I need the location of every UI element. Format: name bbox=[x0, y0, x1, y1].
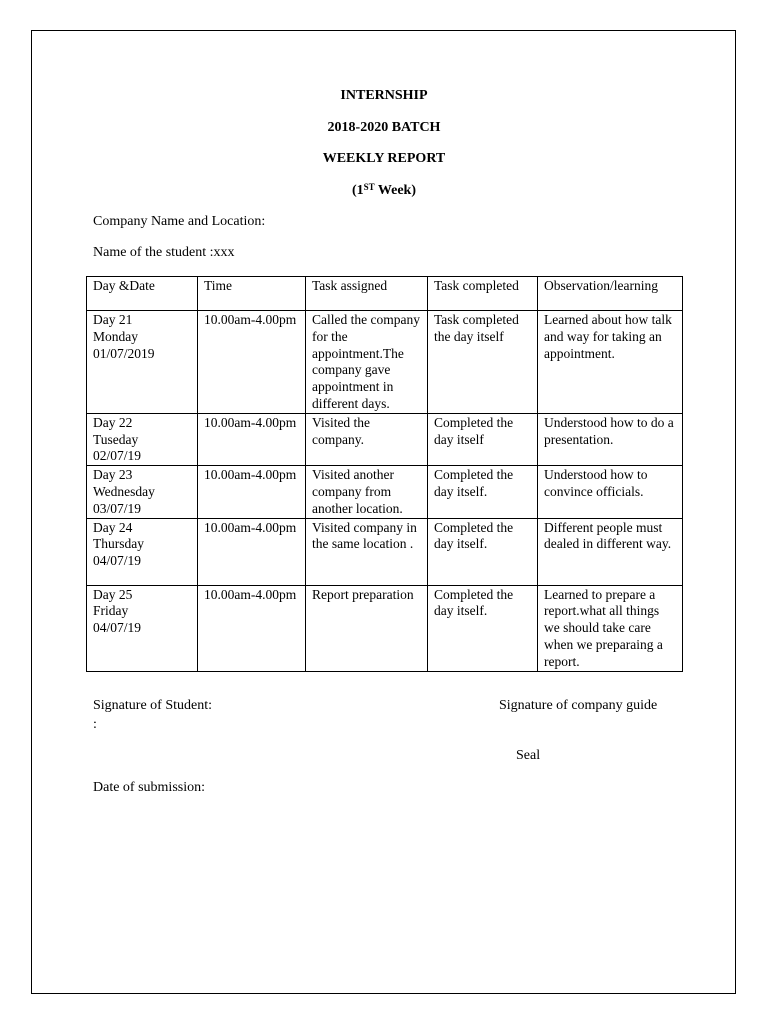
date-label: 03/07/19 bbox=[93, 500, 142, 516]
week-superscript: ST bbox=[363, 182, 375, 192]
weekly-report-table bbox=[86, 276, 683, 672]
cell-time: 10.00am-4.00pm bbox=[198, 518, 306, 585]
student-name-field: Name of the student :xxx bbox=[93, 245, 235, 260]
weekday-label: Thursday bbox=[93, 536, 144, 552]
header-task-completed: Task completed bbox=[428, 277, 538, 311]
date-label: 04/07/19 bbox=[93, 620, 142, 636]
week-prefix: (1 bbox=[351, 183, 364, 198]
table-row bbox=[87, 585, 683, 671]
date-label: 01/07/2019 bbox=[93, 345, 155, 361]
document-title: INTERNSHIP bbox=[340, 88, 428, 103]
weekday-label: Friday bbox=[93, 603, 129, 619]
cell-time: 10.00am-4.00pm bbox=[198, 413, 306, 465]
week-heading bbox=[0, 183, 768, 199]
cell-day-date bbox=[87, 413, 198, 465]
cell-time: 10.00am-4.00pm bbox=[198, 466, 306, 518]
day-label: Day 25 bbox=[93, 586, 133, 602]
table-row bbox=[87, 413, 683, 465]
cell-observation: Understood how to do a presentation. bbox=[538, 413, 683, 465]
submission-date-label: Date of submission: bbox=[93, 780, 205, 795]
cell-task-completed: Completed the day itself. bbox=[428, 518, 538, 585]
date-label: 02/07/19 bbox=[93, 448, 142, 464]
weekday-label: Monday bbox=[93, 328, 138, 344]
weekday-label: Tuseday bbox=[93, 431, 139, 447]
table-row bbox=[87, 311, 683, 414]
table-row bbox=[87, 466, 683, 518]
day-label: Day 21 bbox=[93, 312, 133, 327]
cell-observation: Understood how to convince officials. bbox=[538, 466, 683, 518]
cell-day-date bbox=[87, 518, 198, 585]
weekday-label: Wednesday bbox=[93, 483, 155, 499]
batch-heading: 2018-2020 BATCH bbox=[327, 120, 441, 135]
cell-task-assigned: Visited the company. bbox=[306, 413, 428, 465]
report-heading: WEEKLY REPORT bbox=[322, 151, 446, 166]
cell-task-completed: Completed the day itself bbox=[428, 413, 538, 465]
cell-task-completed: Completed the day itself. bbox=[428, 466, 538, 518]
table-row bbox=[87, 518, 683, 585]
seal-label: Seal bbox=[516, 748, 541, 763]
week-suffix: Week) bbox=[374, 183, 417, 198]
cell-day-date bbox=[87, 466, 198, 518]
cell-day-date bbox=[87, 311, 198, 414]
day-label: Day 23 bbox=[93, 467, 133, 483]
cell-observation: Different people must dealed in different way. bbox=[538, 518, 683, 585]
day-label: Day 22 bbox=[93, 414, 133, 430]
cell-task-completed: Task completed the day itself bbox=[428, 311, 538, 414]
cell-task-assigned: Visited company in the same location . bbox=[306, 518, 428, 585]
date-label: 04/07/19 bbox=[93, 553, 142, 569]
cell-task-completed: Completed the day itself. bbox=[428, 585, 538, 671]
signature-colon: : bbox=[93, 717, 97, 732]
guide-signature-label: Signature of company guide bbox=[499, 698, 658, 713]
header-time: Time bbox=[198, 277, 306, 311]
cell-observation: Learned to prepare a report.what all things we should take care when we preparaing a report. bbox=[538, 585, 683, 671]
student-signature-label: Signature of Student: bbox=[93, 698, 212, 713]
cell-observation: Learned about how talk and way for taking an appointment. bbox=[538, 311, 683, 414]
day-label: Day 24 bbox=[93, 519, 133, 535]
header-observation: Observation/learning bbox=[538, 277, 683, 311]
table-header-row bbox=[87, 277, 683, 311]
cell-task-assigned: Visited another company from another location. bbox=[306, 466, 428, 518]
cell-day-date bbox=[87, 585, 198, 671]
cell-task-assigned: Report preparation bbox=[306, 585, 428, 671]
cell-task-assigned: Called the company for the appointment.The company gave appointment in different days. bbox=[306, 311, 428, 414]
cell-time: 10.00am-4.00pm bbox=[198, 585, 306, 671]
cell-time: 10.00am-4.00pm bbox=[198, 311, 306, 414]
company-name-field: Company Name and Location: bbox=[93, 214, 266, 229]
header-task-assigned: Task assigned bbox=[306, 277, 428, 311]
header-day-date: Day &Date bbox=[87, 277, 198, 311]
